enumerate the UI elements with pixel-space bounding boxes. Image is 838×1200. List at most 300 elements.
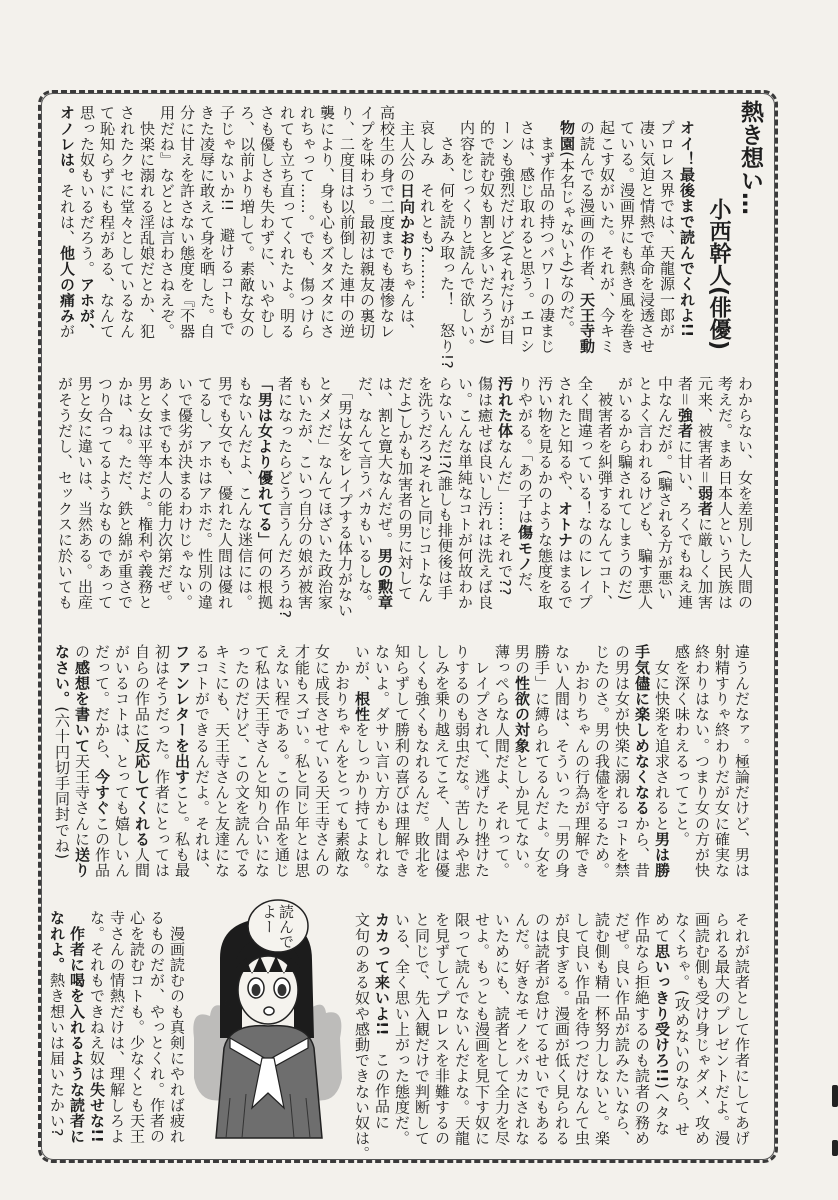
- body-text: いためにも、読者として全力を尽: [493, 912, 511, 1146]
- text-line: [437, 120, 457, 370]
- body-text: いで優劣が決まるわけじゃない。: [176, 376, 194, 610]
- emphasis-text: オトナ: [556, 500, 574, 548]
- text-line: [315, 376, 335, 621]
- body-text: だ、なんて言うバカもいるしな。: [356, 376, 374, 610]
- body-text: いる、全く思い上がった態度だ。: [393, 912, 411, 1146]
- body-text: 男の: [513, 644, 531, 676]
- text-line: [715, 376, 735, 621]
- text-line: [377, 105, 397, 355]
- text-line: [555, 376, 575, 621]
- author-name: 小西幹人(俳優): [706, 198, 731, 351]
- text-line: [217, 105, 237, 355]
- body-text: の読んでる漫画の作者、: [578, 120, 596, 292]
- text-line: [415, 376, 435, 621]
- body-text: 読む側も精一杯努力しないと。楽: [593, 912, 611, 1146]
- text-line: [135, 376, 155, 621]
- emphasis-text: 反応してくれる: [133, 737, 151, 847]
- emphasis-text: 日向かおり: [398, 183, 416, 261]
- body-text: [68, 910, 86, 926]
- body-text: かは、ね。ただ、鉄と綿が重さで: [116, 376, 134, 610]
- body-text: こと。私も最: [173, 784, 191, 879]
- text-line: [372, 912, 392, 1157]
- text-line: [432, 644, 452, 889]
- body-text: るコトができるんだよ。それは、: [193, 644, 211, 878]
- body-text: 何の根拠: [256, 547, 274, 611]
- body-text: つり合ってるようなものであって: [96, 376, 114, 610]
- body-text: かおりちゃんの行為が理解でき: [573, 644, 591, 878]
- text-line: [692, 912, 712, 1157]
- text-line: [297, 105, 317, 355]
- body-text: なんだ」……それで??: [496, 438, 514, 596]
- body-text: ちゃんは、: [398, 261, 416, 339]
- emphasis-text: カカって来いよ!!: [373, 912, 391, 1037]
- body-text: もいたが、こいつ自分の娘が被害: [296, 376, 314, 610]
- body-text: せよ。もっとも漫画を見下す奴に: [473, 912, 491, 1146]
- text-line: [592, 912, 612, 1157]
- body-text: さも優しさも失わずに、いやむし: [258, 105, 276, 339]
- text-line: [652, 912, 672, 1157]
- body-text: 漫画読むのも真剣にやれば疲れ: [168, 910, 186, 1144]
- body-text: 起こす奴がいた。それが、今キミ: [598, 120, 616, 354]
- scan-edge-mark: [832, 1085, 838, 1107]
- body-text: とダメだ」なんてほざいた政治家: [316, 376, 334, 610]
- text-line: [552, 644, 572, 889]
- text-block: [57, 105, 417, 355]
- body-text: (六十円切手同封でね): [53, 706, 71, 860]
- text-line: [432, 912, 452, 1157]
- text-line: [612, 912, 632, 1157]
- text-line: [175, 376, 195, 621]
- body-text: 男と女に違いは、当然ある。出産: [76, 376, 94, 610]
- body-text: てるし、アホはアホだ。性別の違: [196, 376, 214, 610]
- text-line: [637, 120, 657, 360]
- emphasis-text: 傷モノ: [516, 524, 534, 572]
- text-line: [257, 105, 277, 355]
- body-text: 作品なら拒絶するのも読者の務め: [633, 912, 651, 1146]
- body-text: もないんだよ、こんな迷信には。: [236, 376, 254, 610]
- text-line: [517, 120, 537, 360]
- text-line: [237, 105, 257, 355]
- text-line: [495, 376, 515, 621]
- text-line: [67, 910, 87, 1155]
- body-text: がいるから騙されてしまうのだ): [616, 376, 634, 601]
- body-text: 者＝: [676, 376, 694, 408]
- body-text: がそうだし、セックスに於いても: [56, 376, 74, 610]
- body-text: 女に快楽を追求されると: [653, 644, 671, 832]
- text-line: [72, 644, 92, 889]
- text-line: [612, 644, 632, 889]
- body-text: 男と女は平等だよ。権利や義務と: [136, 376, 154, 610]
- emphasis-text: 根性: [353, 690, 371, 723]
- text-line: [107, 910, 127, 1155]
- body-text: 傷は癒せば良いし汚れは洗えば良: [476, 376, 494, 610]
- text-line: [472, 644, 492, 889]
- speech-bubble-text: 読んでよー: [260, 904, 295, 949]
- body-text: とよく言われるけども、騙す悪人: [636, 376, 654, 610]
- text-line: [87, 910, 107, 1155]
- body-text: 限って読んでないんだよな。天龍: [453, 912, 471, 1146]
- body-text: 女に成長させている天王寺さんの: [313, 644, 331, 878]
- text-line: [732, 912, 752, 1157]
- text-block: [47, 910, 187, 1155]
- body-text: 勝手」に縛られてるんだよ。女を: [533, 644, 551, 878]
- body-text: 思った奴もいるだろう。: [78, 105, 96, 277]
- emphasis-text: なれよ。: [48, 910, 66, 973]
- body-text: 快楽に溺れる淫乱娘だとか、犯: [138, 105, 156, 339]
- emphasis-text: 天王寺動: [578, 291, 596, 355]
- text-line: [317, 105, 337, 355]
- body-text: あくまでも本人の能力次第だぜ。: [156, 376, 174, 610]
- text-line: [75, 376, 95, 621]
- body-text: ろ、以前より増して。素敵な女の: [238, 105, 256, 339]
- body-text: の男は女が快楽に溺れるコトを禁: [613, 644, 631, 878]
- body-text: だって。だから、: [93, 644, 111, 769]
- body-text: (本名じゃないよ)なのだ。: [558, 151, 576, 336]
- text-line: [97, 105, 117, 355]
- text-line: [55, 376, 75, 621]
- text-line: [695, 376, 715, 621]
- body-text: だ、: [516, 571, 534, 603]
- text-line: [735, 376, 755, 621]
- body-text: は、割と寛大なんだぜ。: [376, 376, 394, 548]
- text-block: [417, 120, 697, 370]
- text-line: [172, 644, 192, 889]
- emphasis-text: 送り: [73, 846, 91, 879]
- text-line: [137, 105, 157, 355]
- emphasis-text: 失せな!!: [88, 1081, 106, 1144]
- text-line: [677, 120, 697, 360]
- emphasis-text: 物園: [558, 120, 576, 152]
- body-text: の: [73, 644, 91, 660]
- body-text: を洗うだろ?それと同じコトなん: [416, 376, 434, 603]
- text-line: [672, 644, 692, 889]
- body-text: から、昔: [633, 815, 651, 879]
- body-text: しみを乗り越えてこそ、人間は優: [433, 644, 451, 878]
- text-line: [147, 910, 167, 1155]
- body-text: 汚い物を見るかのような態度を取: [536, 376, 554, 610]
- body-text: に甘い、ろくでもねえ連: [676, 438, 694, 611]
- text-line: [395, 376, 415, 621]
- column-title: 熱き想い…: [737, 100, 763, 215]
- body-text: 哀しみ それとも?………: [418, 120, 436, 301]
- emphasis-text: 男は勝: [653, 831, 671, 879]
- text-line: [352, 912, 372, 1162]
- body-text: しくも強くもなれるんだ。敗北を: [413, 644, 431, 878]
- body-text: 感を深く味わえるってこと。: [673, 644, 691, 847]
- text-line: [197, 105, 217, 355]
- text-line: [452, 912, 472, 1157]
- text-line: [392, 644, 412, 889]
- body-text: ーンも強烈だけど(それだけが目: [498, 120, 516, 345]
- body-text: 的で読む奴も割と多いだろうが): [478, 120, 496, 345]
- emphasis-text: 今すぐ: [93, 768, 111, 816]
- text-line: [272, 644, 292, 889]
- body-text: 「男は女をレイプする体力がない: [336, 376, 354, 619]
- body-text: 射精すりゃ終わりだが女に確実な: [713, 644, 731, 878]
- emphasis-text: アホが、: [78, 276, 96, 340]
- text-line: [177, 105, 197, 355]
- body-text: されたと知るや、: [556, 376, 574, 501]
- text-line: [292, 644, 312, 889]
- emphasis-text: オノレは。: [58, 105, 76, 183]
- body-text: に厳しく加害: [696, 516, 714, 611]
- body-text: りやがる。「あの子は: [516, 376, 534, 525]
- body-text: 天王寺さんに: [73, 753, 91, 847]
- emphasis-text: 男の勲章: [376, 547, 394, 611]
- text-line: [215, 376, 235, 621]
- body-text: 凄い気迫と情熱で革命を浸透させ: [638, 120, 656, 354]
- text-line: [92, 644, 112, 889]
- text-line: [597, 120, 617, 360]
- text-line: [732, 644, 752, 889]
- body-text: それが読者として作者にしてあげ: [733, 912, 751, 1146]
- body-text: だぜ。良い作品が読みたいなら、: [613, 912, 631, 1146]
- text-line: [152, 644, 172, 889]
- body-text: して良い作品を待つだけなんて虫: [573, 912, 591, 1146]
- body-text: イプを味わう。最初は親友の裏切: [358, 105, 376, 339]
- body-text: はまるで: [556, 547, 574, 611]
- emphasis-text: 「男は女より優れてる」: [256, 376, 274, 548]
- text-line: [455, 376, 475, 621]
- emphasis-text: 汚れた体: [496, 376, 514, 439]
- body-text: 元来、被害者＝: [696, 376, 714, 486]
- body-text: 主人公の: [398, 105, 416, 183]
- emphasis-text: 感想を書いて: [73, 659, 91, 754]
- text-line: [57, 105, 77, 355]
- body-text: めて: [653, 912, 671, 944]
- text-line: [357, 105, 377, 355]
- text-line: [592, 644, 612, 889]
- body-text: 中なんだが。(騙される方が悪い: [656, 376, 674, 601]
- body-text: )ヘタな: [653, 1082, 671, 1137]
- text-line: [157, 105, 177, 355]
- body-text: ないよ。ダサい言い方かもしれな: [373, 644, 391, 878]
- text-block: [55, 376, 415, 621]
- body-text: 全く間違っている！なのにレイプ: [576, 376, 594, 610]
- text-line: [417, 120, 437, 360]
- body-text: り、二度目は以前倒した連中の逆: [338, 105, 356, 339]
- body-text: 初はそうだった。作者にとっては: [153, 644, 171, 878]
- body-text: 違うんだなァ。極論だけど、男は: [733, 644, 751, 878]
- body-text: まず作品の持つパワーの凄まじ: [538, 120, 556, 354]
- body-text: 被害者を糾弾するなんてコト、: [596, 376, 614, 610]
- text-line: [475, 376, 495, 621]
- text-line: [535, 376, 555, 621]
- text-line: [575, 376, 595, 621]
- body-text: 高校生の身で二度までも凄惨なレ: [378, 105, 396, 339]
- text-line: [712, 644, 732, 889]
- scan-edge-mark: [832, 1140, 838, 1156]
- body-text: を見ずしてプロレスを非難するの: [433, 912, 451, 1146]
- body-text: なくちゃ。(攻めないのなら、せ: [673, 912, 691, 1137]
- body-text: のは読者が怠けてるせいでもある: [533, 912, 551, 1146]
- body-text: が良すぎる。漫画が低く見られる: [553, 912, 571, 1146]
- text-line: [412, 644, 432, 889]
- body-text: いが、: [353, 644, 371, 691]
- body-text: 襲により、身も心もズタズタにさ: [318, 105, 336, 339]
- text-line: [337, 105, 357, 355]
- body-text: プロレス界では、天龍源一郎が: [658, 120, 676, 339]
- text-block: [352, 912, 752, 1162]
- body-text: 知らずして勝利の喜びは理解でき: [393, 644, 411, 878]
- body-text: だよ)しかも加害者の男に対して: [396, 376, 414, 601]
- body-text: 内容をじっくりと読んで欲しい。: [458, 120, 476, 354]
- emphasis-text: オイ！最後まで読んでくれよ!!: [678, 120, 696, 338]
- text-line: [95, 376, 115, 621]
- text-line: [635, 376, 655, 621]
- text-line: [492, 644, 512, 889]
- text-line: [412, 912, 432, 1157]
- text-line: [615, 376, 635, 621]
- emphasis-text: 他人の痛み: [58, 245, 76, 324]
- text-line: [457, 120, 477, 360]
- text-line: [532, 912, 552, 1157]
- emphasis-text: 思いっきり受けろ!!: [653, 943, 671, 1083]
- body-text: がいるコトは、とっても嬉しいん: [113, 644, 131, 878]
- body-text: 寺さんの情熱だけは、理解しろよ: [108, 910, 126, 1144]
- text-line: [52, 644, 72, 889]
- body-text: えない程である。この作品を通じ: [273, 644, 291, 878]
- body-text: 男でも女でも、優れた人間は優れ: [216, 376, 234, 610]
- text-line: [572, 912, 592, 1157]
- text-line: [375, 376, 395, 621]
- text-line: [675, 376, 695, 621]
- text-line: [112, 644, 132, 889]
- text-line: [355, 376, 375, 621]
- text-line: [532, 644, 552, 889]
- body-text: らないんだ!?(誰しも排便後は手: [436, 376, 454, 601]
- text-line: [435, 376, 455, 621]
- body-text: 自らの作品に: [133, 644, 151, 738]
- text-line: [372, 644, 392, 889]
- text-line: [212, 644, 232, 889]
- text-line: [512, 644, 532, 889]
- emphasis-text: 手気儘に楽しめなくなる: [633, 644, 651, 816]
- body-text: 子じゃないか!! 避けるコトもで: [218, 105, 236, 337]
- body-text: をしっかり持てよな。: [353, 722, 371, 879]
- text-line: [557, 120, 577, 360]
- text-line: [497, 120, 517, 360]
- text-line: [252, 644, 272, 889]
- body-text: この作品に: [373, 1036, 391, 1130]
- text-line: [492, 912, 512, 1157]
- text-line: [192, 644, 212, 889]
- text-block: [52, 644, 412, 889]
- text-line: [117, 105, 137, 355]
- body-text: としか見てない。: [513, 753, 531, 879]
- text-block: [415, 376, 755, 621]
- emphasis-text: 強者: [676, 407, 694, 439]
- body-text: と同じで、先入観だけで判断して: [413, 912, 431, 1146]
- text-line: [537, 120, 557, 360]
- body-text: 薄っぺらな人間だよ、それって。: [493, 644, 511, 878]
- body-text: んだ。好きなモノをバカにされな: [513, 912, 531, 1146]
- text-line: [232, 644, 252, 889]
- body-text: 心を読むコトも。少なくとも天王: [128, 910, 146, 1144]
- text-line: [352, 644, 372, 889]
- body-text: キミにも、天王寺さんと友達にな: [213, 644, 231, 878]
- body-text: ている。漫画界にも熱き風を巻き: [618, 120, 636, 354]
- text-line: [632, 912, 652, 1157]
- body-text: レイプされて、逃げたり挫けた: [473, 644, 491, 878]
- text-line: [115, 376, 135, 621]
- text-line: [672, 912, 692, 1157]
- body-text: るものだが、やっとくれ。作者の: [148, 910, 166, 1144]
- emphasis-text: 作者に喝を入れるような読者に: [68, 925, 86, 1145]
- emphasis-text: 弱者: [696, 485, 714, 517]
- text-line: [392, 912, 412, 1157]
- text-line: [577, 120, 597, 360]
- text-line: [47, 910, 67, 1155]
- text-line: [397, 105, 417, 355]
- text-line: [332, 644, 352, 889]
- text-line: [275, 376, 295, 621]
- text-line: [692, 644, 712, 889]
- body-text: れちゃって……。でも、傷つけら: [298, 105, 316, 339]
- text-block: [412, 644, 752, 889]
- body-text: 文句のある奴や感動できない奴は。: [353, 912, 371, 1162]
- body-text: じたのさ。男の我儘を守るため。: [593, 644, 611, 878]
- body-text: この作品: [93, 815, 111, 879]
- body-text: 終わりはない。つまり女の方が快: [693, 644, 711, 878]
- sound-effect-text: むす: [220, 998, 231, 1018]
- body-text: 考えだ。まあ日本人という民族は: [716, 376, 734, 610]
- body-text: 画読む側も受け身じゃダメ、攻め: [693, 912, 711, 1146]
- emphasis-text: 性欲の対象: [513, 675, 531, 754]
- text-line: [657, 120, 677, 360]
- body-text: い。こんな単純なコトが何故わか: [456, 376, 474, 610]
- body-text: さは、感じ取れると思う。エロシ: [518, 120, 536, 354]
- body-text: て恥知らずにも程がある、なんて: [98, 105, 116, 339]
- text-line: [712, 912, 732, 1157]
- body-text: それは、: [58, 183, 76, 246]
- body-text: 用だね』などとは言わさねえぞ。: [158, 105, 176, 339]
- body-text: きた凌辱に敢えて身を晒した。自: [198, 105, 216, 339]
- body-text: 人間: [133, 846, 151, 879]
- text-line: [652, 644, 672, 889]
- girl-illustration: [190, 898, 346, 1144]
- body-text: されたクセに堂々としているなん: [118, 105, 136, 339]
- emphasis-text: ファンレターを出す: [173, 644, 191, 785]
- emphasis-text: なさい。: [53, 644, 71, 707]
- body-text: て私は天王寺さんと知り合いにな: [253, 644, 271, 878]
- text-line: [515, 376, 535, 621]
- body-text: 者になったらどう言うんだろうね?: [276, 376, 294, 619]
- body-text: れても立ち直ってくれたよ。明る: [278, 105, 296, 339]
- text-line: [617, 120, 637, 360]
- text-line: [132, 644, 152, 889]
- body-text: さあ、何を読み取った！ 怒り!?: [438, 120, 456, 370]
- text-line: [312, 644, 332, 889]
- body-text: 分に甘えを許さない態度を『不器: [178, 105, 196, 339]
- text-line: [255, 376, 275, 621]
- text-line: [572, 644, 592, 889]
- body-text: わからない、女を差別した人間の: [736, 376, 754, 610]
- body-text: かおりちゃんをとっても素敵な: [333, 644, 351, 878]
- text-line: [452, 644, 472, 889]
- text-line: [77, 105, 97, 355]
- text-line: [127, 910, 147, 1155]
- body-text: 熱き想いは届いたかい?: [48, 972, 66, 1137]
- body-text: な。それもできねえ奴は: [88, 910, 106, 1082]
- body-text: が: [58, 323, 76, 340]
- body-text: 才能もスゴい。私と同じ年とは思: [293, 644, 311, 878]
- text-line: [632, 644, 652, 889]
- text-line: [477, 120, 497, 360]
- text-line: [512, 912, 532, 1157]
- body-text: ない人間は、そういった「男の身: [553, 644, 571, 878]
- text-line: [195, 376, 215, 621]
